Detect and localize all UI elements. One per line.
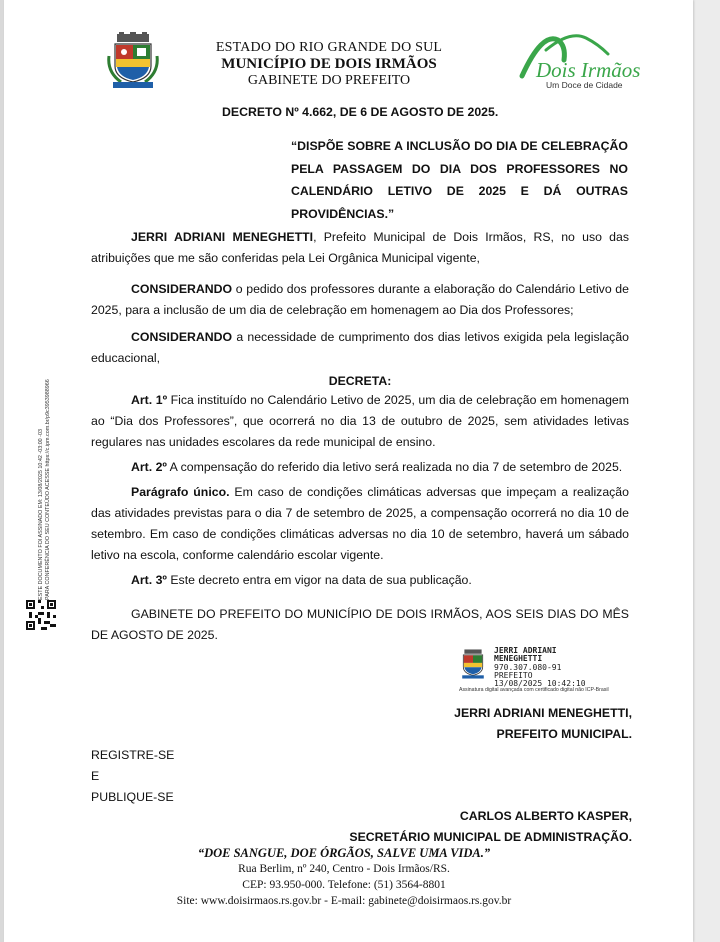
signature-coat-of-arms-icon [459, 648, 487, 680]
footer-slogan: “DOE SANGUE, DOE ÓRGÃOS, SALVE UMA VIDA.” [197, 846, 491, 860]
logo-name: Dois Irmãos [536, 58, 641, 82]
closing-statement: GABINETE DO PREFEITO DO MUNICÍPIO DE DOIS IRMÃOS, AOS SEIS DIAS DO MÊS DE AGOSTO DE 2025. [91, 607, 629, 642]
article-2-text: A compensação do referido dia letivo será realizada no dia 7 de setembro de 2025. [166, 460, 623, 474]
preamble-name: JERRI ADRIANI MENEGHETTI [131, 230, 314, 244]
viewer-background [693, 0, 720, 942]
register-line-3: PUBLIQUE-SE [91, 790, 174, 804]
footer-site: Site: www.doisirmaos.rs.gov.br - E-mail: gabinete@doisirmaos.rs.gov.br [176, 895, 512, 907]
mayor-name: JERRI ADRIANI MENEGHETTI, [454, 706, 632, 720]
article-3 [91, 570, 629, 591]
verification-line-1: ESTE DOCUMENTO FOI ASSINADO EM: 13/08/2025 10:42 -03:00 -03 [38, 429, 44, 600]
secretary-title: SECRETÁRIO MUNICIPAL DE ADMINISTRAÇÃO. [349, 830, 632, 844]
article-2 [91, 457, 629, 478]
mayor-signature [454, 703, 632, 745]
article-3-label: Art. 3º [131, 573, 167, 587]
footer-contact: CEP: 93.950-000. Telefone: (51) 3564-8801 [242, 879, 446, 891]
verification-line-2: PARA CONFERÊNCIA DO SEU CONTEÚDO ACESSE https://c.ipm.com.br/p9c3953988966 [45, 379, 51, 600]
considerando-1-text: o pedido dos professores durante a elaboração do Calendário Letivo de 2025, para a inclusão de um dia de celebração em homenagem ao Dia dos Professores; [91, 282, 629, 317]
coat-of-arms-icon [107, 32, 159, 90]
considerando-2 [91, 327, 629, 369]
qr-code-icon[interactable] [26, 600, 56, 630]
signature-datetime: 13/08/2025 10:42:10 [494, 679, 586, 688]
register-line-2: E [91, 769, 100, 783]
decree-ementa: “DISPÕE SOBRE A INCLUSÃO DO DIA DE CELEBRAÇÃO PELA PASSAGEM DO DIA DOS PROFESSORES NO CALENDÁRIO LETIVO DE 2025 E DÁ OUTRAS PROVIDÊNCIAS.” [291, 139, 628, 221]
considerando-1 [91, 279, 629, 321]
secretary-name: CARLOS ALBERTO KASPER, [459, 809, 632, 823]
signer-name-line1: JERRI ADRIANI [494, 646, 557, 655]
state-name: ESTADO DO RIO GRANDE DO SUL [215, 40, 443, 55]
city-logo [512, 30, 652, 90]
preamble [91, 227, 629, 269]
signer-cpf: 970.307.080-91 [494, 663, 562, 672]
register-line-1: REGISTRE-SE [91, 748, 175, 762]
considerando-1-label: CONSIDERANDO [131, 282, 233, 296]
decree-body [91, 227, 629, 646]
document-footer [164, 845, 524, 909]
mayor-title: PREFEITO MUNICIPAL. [496, 727, 632, 741]
article-1-label: Art. 1º [131, 393, 168, 407]
document-page [4, 0, 693, 942]
verification-side-stamp [38, 320, 64, 600]
preamble-text: , Prefeito Municipal de Dois Irmãos, RS, no uso das atribuições que me são conferidas pela Lei Orgânica Municipal vigente, [91, 230, 629, 265]
signer-name-line2: MENEGHETTI [494, 654, 543, 663]
article-2-label: Art. 2º [131, 460, 167, 474]
considerando-2-label: CONSIDERANDO [131, 330, 233, 344]
signature-note: Assinatura digital avançada com certificado digital não ICP-Brasil [459, 687, 609, 693]
logo-tagline: Um Doce de Cidade [546, 80, 623, 90]
paragrafo-unico-label: Parágrafo único. [131, 485, 230, 499]
article-1-text: Fica instituído no Calendário Letivo de 2025, um dia de celebração em homenagem ao “Dia dos Professores”, que ocorrerá no dia 13 de outubro de 2025, sem atividades letivas regulares nas unidades escolares da rede municipal de ensino. [91, 393, 629, 449]
municipality-name: MUNICÍPIO DE DOIS IRMÃOS [221, 56, 437, 72]
article-3-text: Este decreto entra em vigor na data de sua publicação. [166, 573, 472, 587]
considerando-2-text: a necessidade de cumprimento dos dias letivos exigida pela legislação educacional, [91, 330, 629, 365]
paragrafo-unico-text: Em caso de condições climáticas adversas que impeçam a realização das atividades previstas para o dia 7 de setembro de 2025, a compensação ocorrerá no dia 10 de setembro. Em caso de condições climáticas adversas no dia 10 de setembro, haverá um sábado letivo na escola, conforme calendário escolar vigente. [91, 485, 629, 562]
footer-address: Rua Berlim, nº 240, Centro - Dois Irmãos/RS. [238, 863, 450, 875]
decree-title: DECRETO Nº 4.662, DE 6 DE AGOSTO DE 2025. [222, 105, 499, 119]
decreta-heading: DECRETA: [328, 374, 392, 388]
secretary-signature [349, 806, 632, 848]
article-1 [91, 390, 629, 453]
paragrafo-unico [91, 482, 629, 566]
office-name: GABINETE DO PREFEITO [247, 73, 411, 88]
document-header [194, 40, 464, 89]
signer-role: PREFEITO [494, 671, 533, 680]
register-block [91, 745, 174, 808]
